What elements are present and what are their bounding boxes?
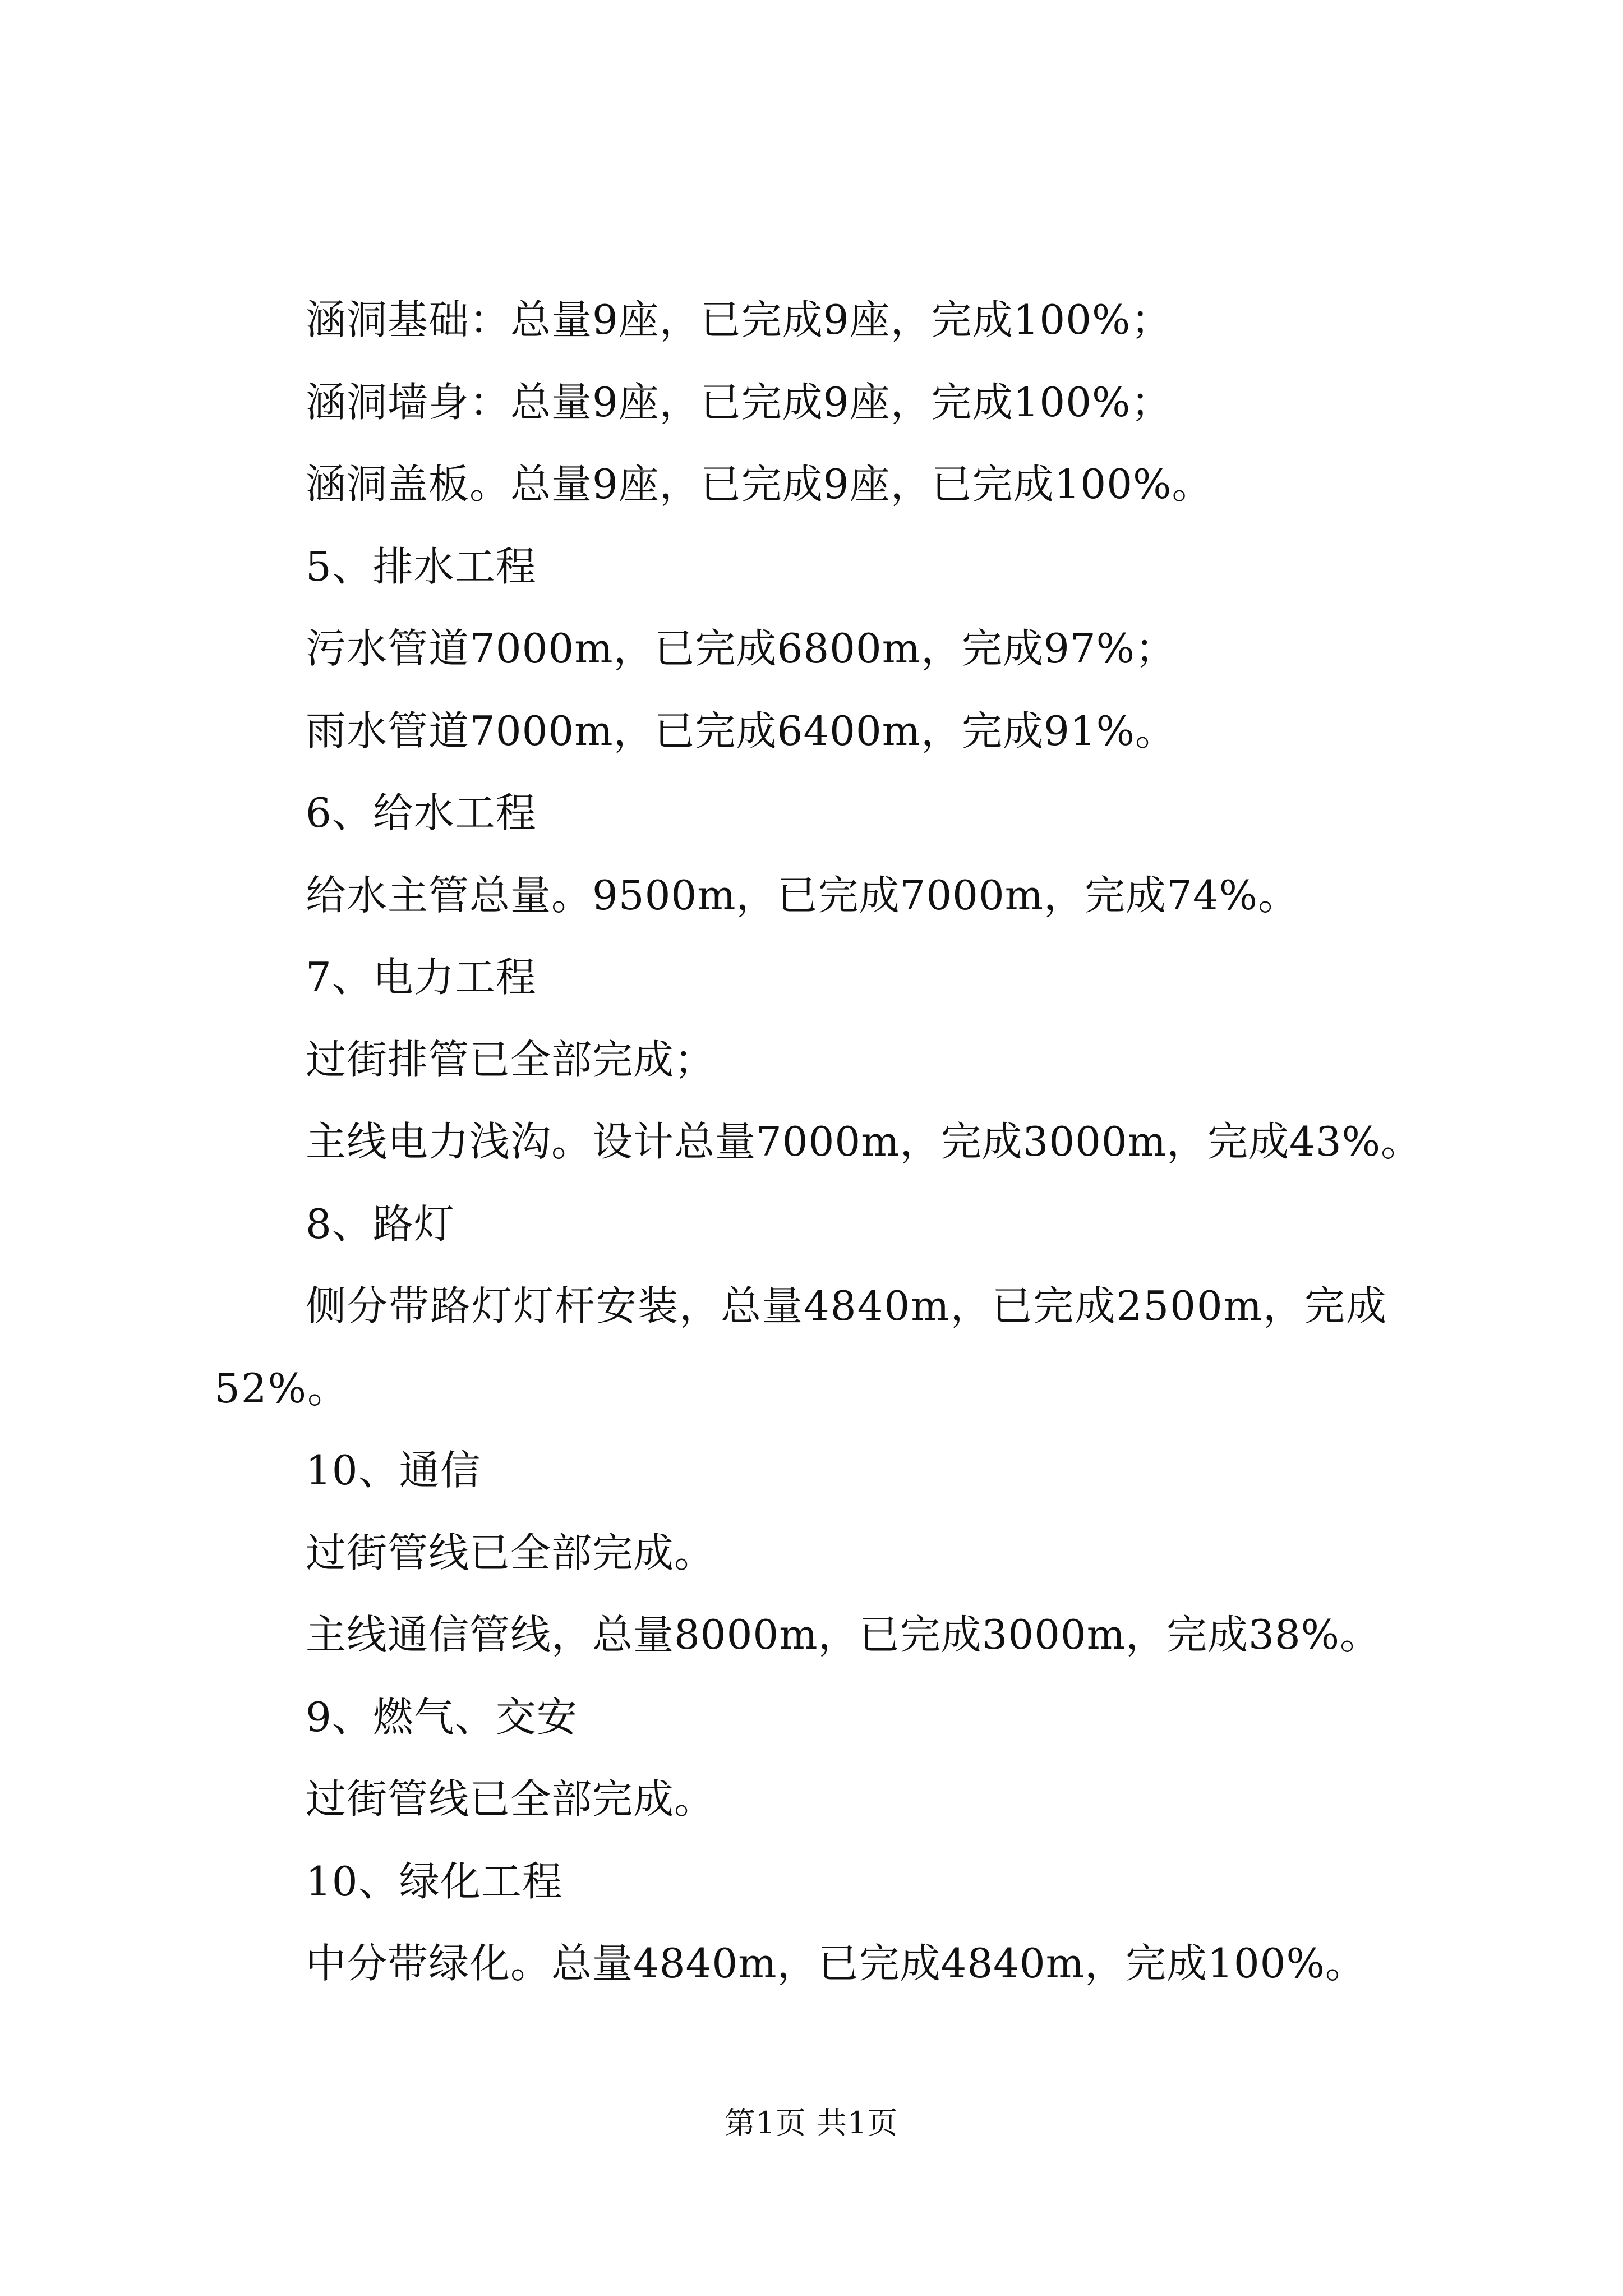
- page-footer: 第1页 共1页: [725, 2105, 898, 2141]
- paragraph-culvert-wall: 涵洞墙身：总量9座，已完成9座，完成100%；: [306, 378, 1172, 426]
- heading-water-supply: 6、给水工程: [306, 789, 537, 836]
- paragraph-rainwater-pipe: 雨水管道7000m，已完成6400m，完成91%。: [306, 707, 1177, 754]
- paragraph-light-poles: 侧分带路灯灯杆安装，总量4840m，已完成2500m，完成52%。: [214, 1282, 1388, 1412]
- heading-power: 7、电力工程: [306, 954, 537, 1001]
- paragraph-gas-crossing: 过街管线已全部完成。: [306, 1775, 716, 1823]
- paragraph-water-main: 给水主管总量。9500m，已完成7000m，完成74%。: [306, 871, 1299, 919]
- paragraph-telecom-main: 主线通信管线，总量8000m，已完成3000m，完成38%。: [306, 1611, 1381, 1658]
- paragraph-sewage-pipe: 污水管道7000m，已完成6800m，完成97%；: [306, 625, 1177, 672]
- paragraph-culvert-cover: 涵洞盖板。总量9座，已完成9座，已完成100%。: [306, 461, 1213, 508]
- paragraph-culvert-foundation: 涵洞基础：总量9座，已完成9座，完成100%；: [306, 296, 1172, 343]
- paragraph-crossing-conduit: 过街排管已全部完成；: [306, 1036, 716, 1083]
- heading-gas-traffic: 9、燃气、交安: [306, 1693, 578, 1741]
- document-body: [0, 279, 1623, 2005]
- heading-telecom: 10、通信: [306, 1447, 481, 1494]
- paragraph-median-greening: 中分带绿化。总量4840m，已完成4840m，完成100%。: [306, 1940, 1366, 1987]
- heading-street-lights: 8、路灯: [306, 1200, 455, 1248]
- heading-drainage: 5、排水工程: [306, 542, 537, 590]
- heading-greening: 10、绿化工程: [306, 1857, 563, 1905]
- paragraph-power-trench: 主线电力浅沟。设计总量7000m，完成3000m，完成43%。: [306, 1118, 1422, 1165]
- paragraph-telecom-crossing: 过街管线已全部完成。: [306, 1529, 716, 1576]
